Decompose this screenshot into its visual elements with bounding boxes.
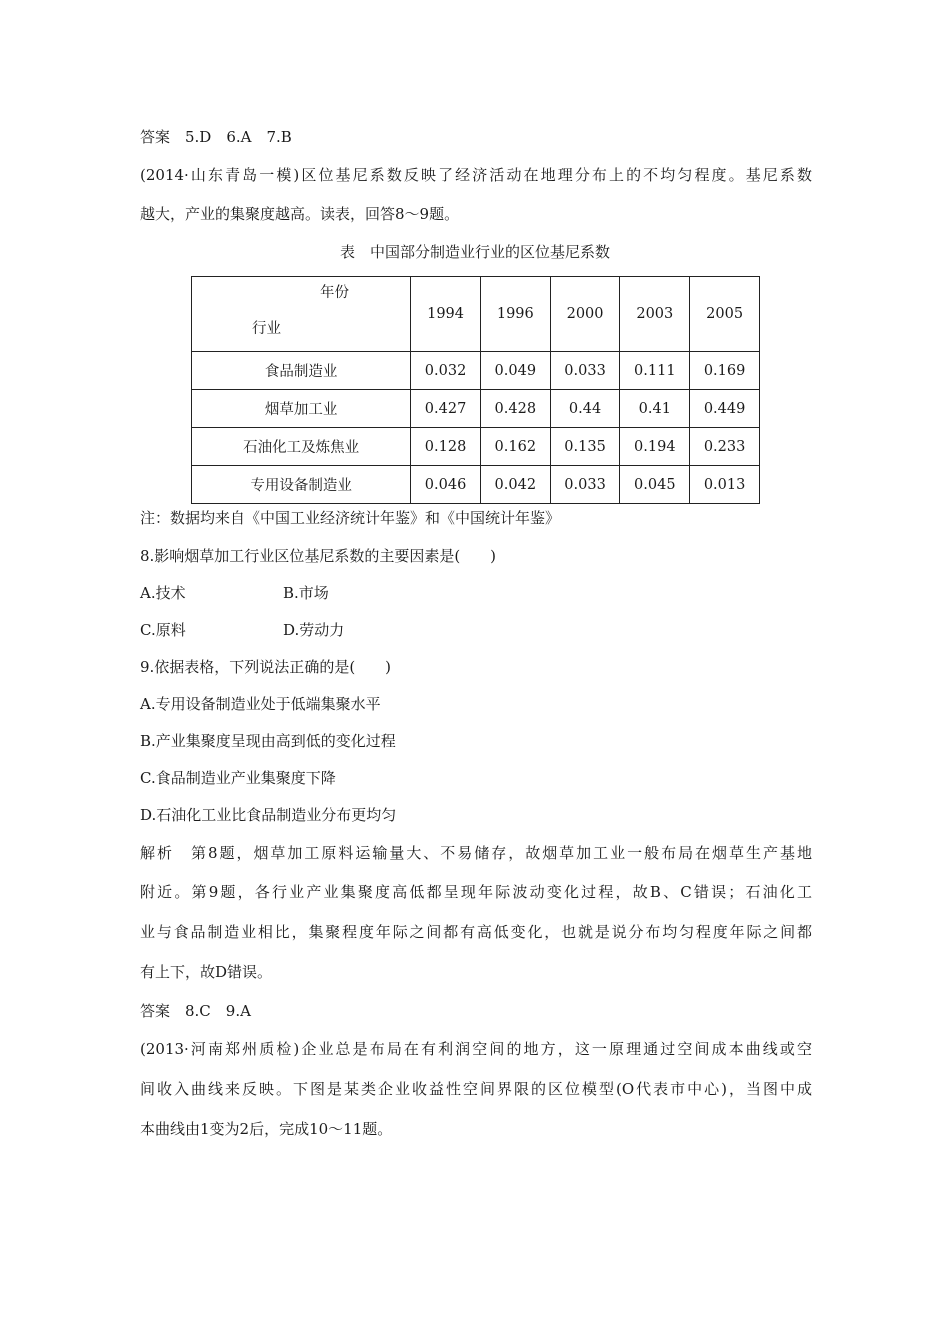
table-cell: 0.169 (690, 352, 760, 390)
intro-text-q8-9-line1: (2014·山东青岛一模)区位基尼系数反映了经济活动在地理分布上的不均匀程度。基尼系数 (140, 166, 812, 184)
analysis-line3: 业与食品制造业相比，集聚程度年际之间都有高低变化，也就是说分布均匀程度年际之间都 (140, 923, 812, 941)
table-row (192, 466, 760, 504)
industry-name: 石油化工及炼焦业 (192, 428, 411, 466)
industry-name: 专用设备制造业 (192, 466, 411, 504)
table-cell: 0.033 (550, 466, 620, 504)
industry-name: 食品制造业 (192, 352, 411, 390)
table-cell: 0.032 (411, 352, 481, 390)
table-cell: 0.042 (480, 466, 550, 504)
intro-text-q8-9-line2: 越大，产业的集聚度越高。读表，回答8～9题。 (140, 205, 460, 223)
table-row (192, 390, 760, 428)
intro-text-q10-11-line1: (2013·河南郑州质检)企业总是布局在有利润空间的地方，这一原理通过空间成本曲线或空 (140, 1040, 812, 1058)
q9-option-b: B.产业集聚度呈现由高到低的变化过程 (140, 732, 396, 750)
year-header: 2005 (690, 277, 760, 352)
q8-option-c: C.原料 (140, 621, 186, 639)
table-cell: 0.046 (411, 466, 481, 504)
analysis-line1: 解析 第8题，烟草加工原料运输量大、不易储存，故烟草加工业一般布局在烟草生产基地 (140, 844, 812, 862)
analysis-line2: 附近。第9题，各行业产业集聚度高低都呈现年际波动变化过程，故B、C错误；石油化工 (140, 883, 812, 901)
table-header-row (192, 277, 760, 352)
table-cell: 0.428 (480, 390, 550, 428)
year-header: 2003 (620, 277, 690, 352)
table-cell: 0.41 (620, 390, 690, 428)
table-cell: 0.013 (690, 466, 760, 504)
q9-option-a: A.专用设备制造业处于低端集聚水平 (140, 695, 381, 713)
table-cell: 0.233 (690, 428, 760, 466)
table-row (192, 428, 760, 466)
q8-option-d: D.劳动力 (283, 621, 345, 639)
gini-coefficient-table (191, 276, 760, 504)
table-note: 注：数据均来自《中国工业经济统计年鉴》和《中国统计年鉴》 (140, 509, 561, 527)
q8-option-a: A.技术 (140, 584, 186, 602)
table-cell: 0.135 (550, 428, 620, 466)
year-header: 1996 (480, 277, 550, 352)
question-9-stem: 9.依据表格，下列说法正确的是( ) (140, 658, 392, 676)
intro-text-q10-11-line3: 本曲线由1变为2后，完成10～11题。 (140, 1120, 393, 1138)
table-row (192, 352, 760, 390)
table-corner-cell (192, 277, 411, 352)
q8-option-b: B.市场 (283, 584, 329, 602)
table-cell: 0.449 (690, 390, 760, 428)
analysis-line4: 有上下，故D错误。 (140, 963, 273, 981)
table-cell: 0.049 (480, 352, 550, 390)
industry-name: 烟草加工业 (192, 390, 411, 428)
table-cell: 0.44 (550, 390, 620, 428)
q9-option-d: D.石油化工业比食品制造业分布更均匀 (140, 806, 397, 824)
table-cell: 0.194 (620, 428, 690, 466)
table-cell: 0.162 (480, 428, 550, 466)
intro-text-q10-11-line2: 间收入曲线来反映。下图是某类企业收益性空间界限的区位模型(O代表市中心)，当图中成 (140, 1080, 812, 1098)
q9-option-c: C.食品制造业产业集聚度下降 (140, 769, 336, 787)
table-cell: 0.427 (411, 390, 481, 428)
corner-label-industry: 行业 (252, 321, 281, 337)
answer-line-8-9: 答案 8.C 9.A (140, 1002, 251, 1020)
corner-label-year: 年份 (320, 285, 349, 301)
year-header: 1994 (411, 277, 481, 352)
year-header: 2000 (550, 277, 620, 352)
table-caption: 表 中国部分制造业行业的区位基尼系数 (339, 243, 610, 261)
question-8-stem: 8.影响烟草加工行业区位基尼系数的主要因素是( ) (140, 547, 497, 565)
table-cell: 0.128 (411, 428, 481, 466)
table-cell: 0.033 (550, 352, 620, 390)
answer-line-5-7: 答案 5.D 6.A 7.B (140, 128, 292, 146)
table-cell: 0.111 (620, 352, 690, 390)
table-cell: 0.045 (620, 466, 690, 504)
